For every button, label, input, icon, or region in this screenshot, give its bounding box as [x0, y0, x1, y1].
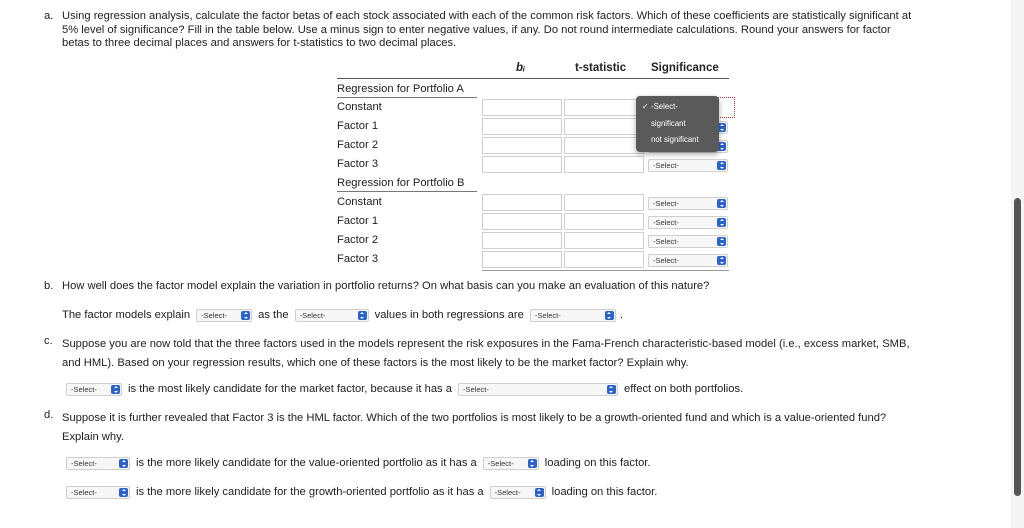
select-b-constant-significance[interactable]: -Select-	[648, 197, 728, 210]
header-significance: Significance	[651, 62, 719, 74]
part-a-line-2: 5% level of significance? Fill in the table below. Use a minus sign to enter negative values, if any. Do not round intermediate calculations. Round your answers for factor	[62, 23, 891, 36]
select-c-effect[interactable]: -Select-	[458, 383, 618, 396]
checkmark-icon: ✓	[642, 102, 649, 111]
input-a-constant-beta[interactable]	[482, 99, 562, 116]
chevron-updown-icon	[528, 459, 537, 468]
input-a-factor2-beta[interactable]	[482, 137, 562, 154]
select-b-conclusion[interactable]: -Select-	[530, 309, 616, 322]
chevron-updown-icon	[119, 488, 128, 497]
chevron-updown-icon	[717, 161, 726, 170]
part-c-label: c.	[44, 335, 53, 347]
input-b-factor2-t[interactable]	[564, 232, 644, 249]
row-b-factor2-label: Factor 2	[337, 234, 379, 246]
input-a-factor2-t[interactable]	[564, 137, 644, 154]
row-a-factor1-label: Factor 1	[337, 120, 379, 132]
row-b-constant-label: Constant	[337, 196, 382, 208]
chevron-updown-icon	[241, 311, 250, 320]
chevron-updown-icon	[119, 459, 128, 468]
input-b-factor2-beta[interactable]	[482, 232, 562, 249]
select-b-statistic[interactable]: -Select-	[295, 309, 369, 322]
select-b-factor2-significance[interactable]: -Select-	[648, 235, 728, 248]
part-d-value-line: -Select- is the more likely candidate for the value-oriented portfolio as it has a -Select- loading on this factor.	[66, 455, 657, 471]
row-a-constant-label: Constant	[337, 101, 382, 113]
row-b-factor1-label: Factor 1	[337, 215, 379, 227]
input-b-factor3-beta[interactable]	[482, 251, 562, 268]
chevron-updown-icon	[717, 256, 726, 265]
part-d-label: d.	[44, 409, 54, 421]
select-d-value-portfolio[interactable]: -Select-	[66, 457, 130, 470]
input-b-factor1-t[interactable]	[564, 213, 644, 230]
chevron-updown-icon	[607, 385, 616, 394]
part-d-line-2: Explain why.	[62, 431, 124, 443]
select-c-factor[interactable]: -Select-	[66, 383, 122, 396]
part-c-line-2: and HML). Based on your regression results, which one of these factors is the most likely to be the market factor? Explain why.	[62, 357, 689, 369]
input-a-factor3-beta[interactable]	[482, 156, 562, 173]
chevron-updown-icon	[717, 199, 726, 208]
section-a-rule	[337, 97, 477, 98]
part-c-line-1: Suppose you are now told that the three factors used in the models represent the risk exposures in the Fama-French characteristic-based model (i.e., excess market, SMB,	[62, 338, 910, 350]
input-a-factor3-t[interactable]	[564, 156, 644, 173]
part-a-line-1: Using regression analysis, calculate the factor betas of each stock associated with each of the common risk factors. Which of these coefficients are statistically significant at	[62, 10, 912, 22]
row-b-factor3-label: Factor 3	[337, 253, 379, 265]
part-d-line-1: Suppose it is further revealed that Factor 3 is the HML factor. Which of the two portfolios is most likely to be a growth-oriented fund and which is a value-oriented fund?	[62, 412, 887, 424]
scrollbar-thumb[interactable]	[1014, 198, 1021, 496]
chevron-updown-icon	[717, 237, 726, 246]
section-b-rule	[337, 191, 477, 192]
header-bi: bᵢ	[516, 62, 525, 74]
section-portfolio-b: Regression for Portfolio B	[337, 177, 465, 189]
part-b-answer-line: The factor models explain -Select- as the -Select- values in both regressions are -Select- .	[62, 309, 623, 321]
row-a-factor2-label: Factor 2	[337, 139, 379, 151]
select-value: -Select-	[653, 161, 679, 170]
input-a-constant-t[interactable]	[564, 99, 644, 116]
input-b-factor1-beta[interactable]	[482, 213, 562, 230]
part-a-label: a.	[44, 10, 54, 22]
chevron-updown-icon	[605, 311, 614, 320]
select-b-explain[interactable]: -Select-	[196, 309, 252, 322]
header-rule	[337, 78, 729, 79]
chevron-updown-icon	[717, 218, 726, 227]
part-d-growth-line: -Select- is the more likely candidate for the growth-oriented portfolio as it has a -Select- loading on this factor.	[66, 484, 663, 500]
input-a-factor1-beta[interactable]	[482, 118, 562, 135]
input-b-factor3-t[interactable]	[564, 251, 644, 268]
select-b-factor3-significance[interactable]: -Select-	[648, 254, 728, 267]
chevron-updown-icon	[358, 311, 367, 320]
select-d-value-loading[interactable]: -Select-	[483, 457, 539, 470]
significance-dropdown-menu: ✓ -Select- significant not significant	[636, 96, 719, 152]
part-c-answer-line: -Select- is the most likely candidate for the market factor, because it has a -Select- effect on both portfolios.	[66, 381, 749, 397]
section-portfolio-a: Regression for Portfolio A	[337, 83, 464, 95]
select-d-growth-loading[interactable]: -Select-	[490, 486, 546, 499]
chevron-updown-icon	[111, 385, 120, 394]
select-d-growth-portfolio[interactable]: -Select-	[66, 486, 130, 499]
select-b-factor1-significance[interactable]: -Select-	[648, 216, 728, 229]
header-t-statistic: t-statistic	[575, 62, 627, 74]
row-a-factor3-label: Factor 3	[337, 158, 379, 170]
input-b-constant-t[interactable]	[564, 194, 644, 211]
select-a-factor3-significance[interactable]	[648, 159, 728, 172]
chevron-updown-icon	[535, 488, 544, 497]
input-a-factor1-t[interactable]	[564, 118, 644, 135]
input-b-constant-beta[interactable]	[482, 194, 562, 211]
table-bottom-rule	[482, 270, 729, 271]
part-a-line-3: betas to three decimal places and answers for t-statistics to two decimal places.	[62, 37, 457, 49]
part-b-label: b.	[44, 280, 54, 292]
